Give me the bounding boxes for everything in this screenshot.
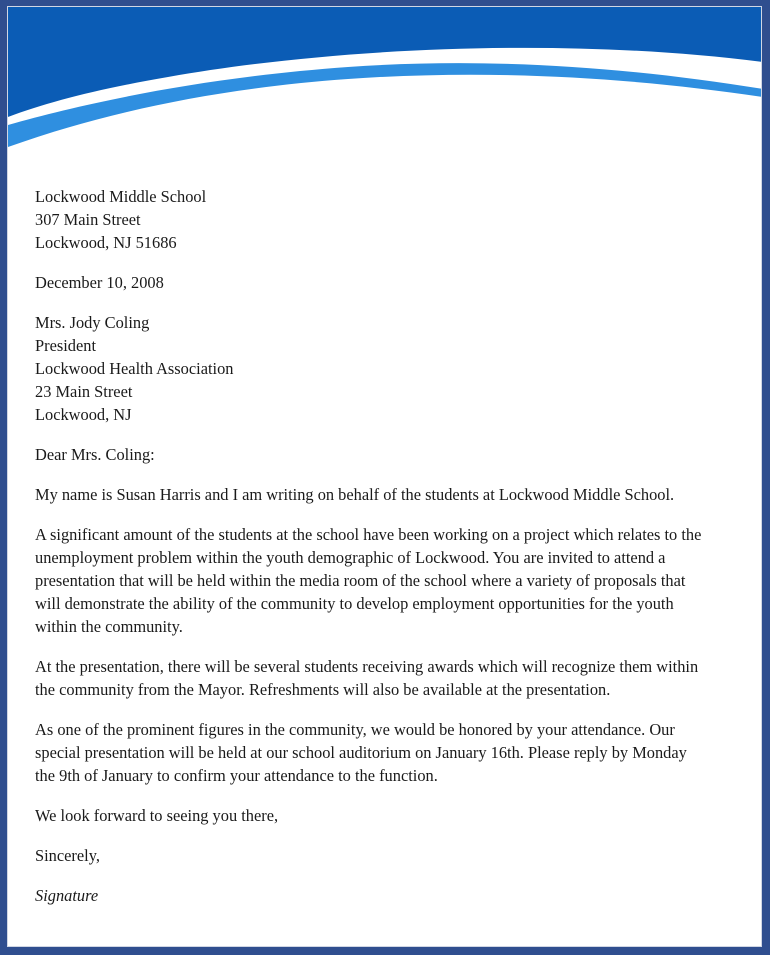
recipient-organization: Lockwood Health Association: [35, 359, 234, 378]
header-wave-graphic: [8, 7, 762, 157]
recipient-name: Mrs. Jody Coling: [35, 313, 150, 332]
salutation: [35, 443, 747, 466]
letter-date: [35, 271, 747, 294]
paragraph-awards: [35, 655, 747, 701]
paragraph-line: within the community.: [35, 617, 183, 636]
paragraph-project: [35, 523, 747, 638]
signature-text: Signature: [35, 886, 99, 905]
recipient-title: President: [35, 336, 97, 355]
sender-city: Lockwood, NJ 51686: [35, 233, 177, 252]
paragraph-line: special presentation will be held at our school auditorium on January 16th. Please reply by Monday: [35, 743, 687, 762]
paragraph-invitation: [35, 718, 747, 787]
paragraph-line: unemployment problem within the youth demographic of Lockwood. You are invited to attend a: [35, 548, 666, 567]
sender-street: 307 Main Street: [35, 210, 141, 229]
paragraph-intro: [35, 483, 747, 506]
salutation-text: Dear Mrs. Coling:: [35, 445, 155, 464]
paragraph-line: As one of the prominent figures in the community, we would be honored by your attendance. Our: [35, 720, 675, 739]
paragraph-line: will demonstrate the ability of the community to develop employment opportunities for the youth: [35, 594, 674, 613]
closing-text: Sincerely,: [35, 846, 100, 865]
paragraph-line: the community from the Mayor. Refreshments will also be available at the presentation.: [35, 680, 611, 699]
letter-body: [35, 185, 747, 924]
recipient-address: [35, 311, 747, 426]
paragraph-line: presentation that will be held within the media room of the school where a variety of proposals that: [35, 571, 686, 590]
paragraph-line: We look forward to seeing you there,: [35, 806, 279, 825]
date-text: December 10, 2008: [35, 273, 164, 292]
closing: [35, 844, 747, 867]
sender-address: [35, 185, 747, 254]
letter-sheet: [7, 6, 762, 947]
signature-block: [35, 884, 747, 907]
recipient-city: Lockwood, NJ: [35, 405, 132, 424]
sender-name: Lockwood Middle School: [35, 187, 207, 206]
recipient-street: 23 Main Street: [35, 382, 133, 401]
paragraph-closing-remark: [35, 804, 747, 827]
paragraph-line: At the presentation, there will be several students receiving awards which will recognize them within: [35, 657, 699, 676]
paragraph-line: My name is Susan Harris and I am writing on behalf of the students at Lockwood Middle School.: [35, 485, 675, 504]
paragraph-line: the 9th of January to confirm your attendance to the function.: [35, 766, 438, 785]
paragraph-line: A significant amount of the students at the school have been working on a project which relates to the: [35, 525, 702, 544]
